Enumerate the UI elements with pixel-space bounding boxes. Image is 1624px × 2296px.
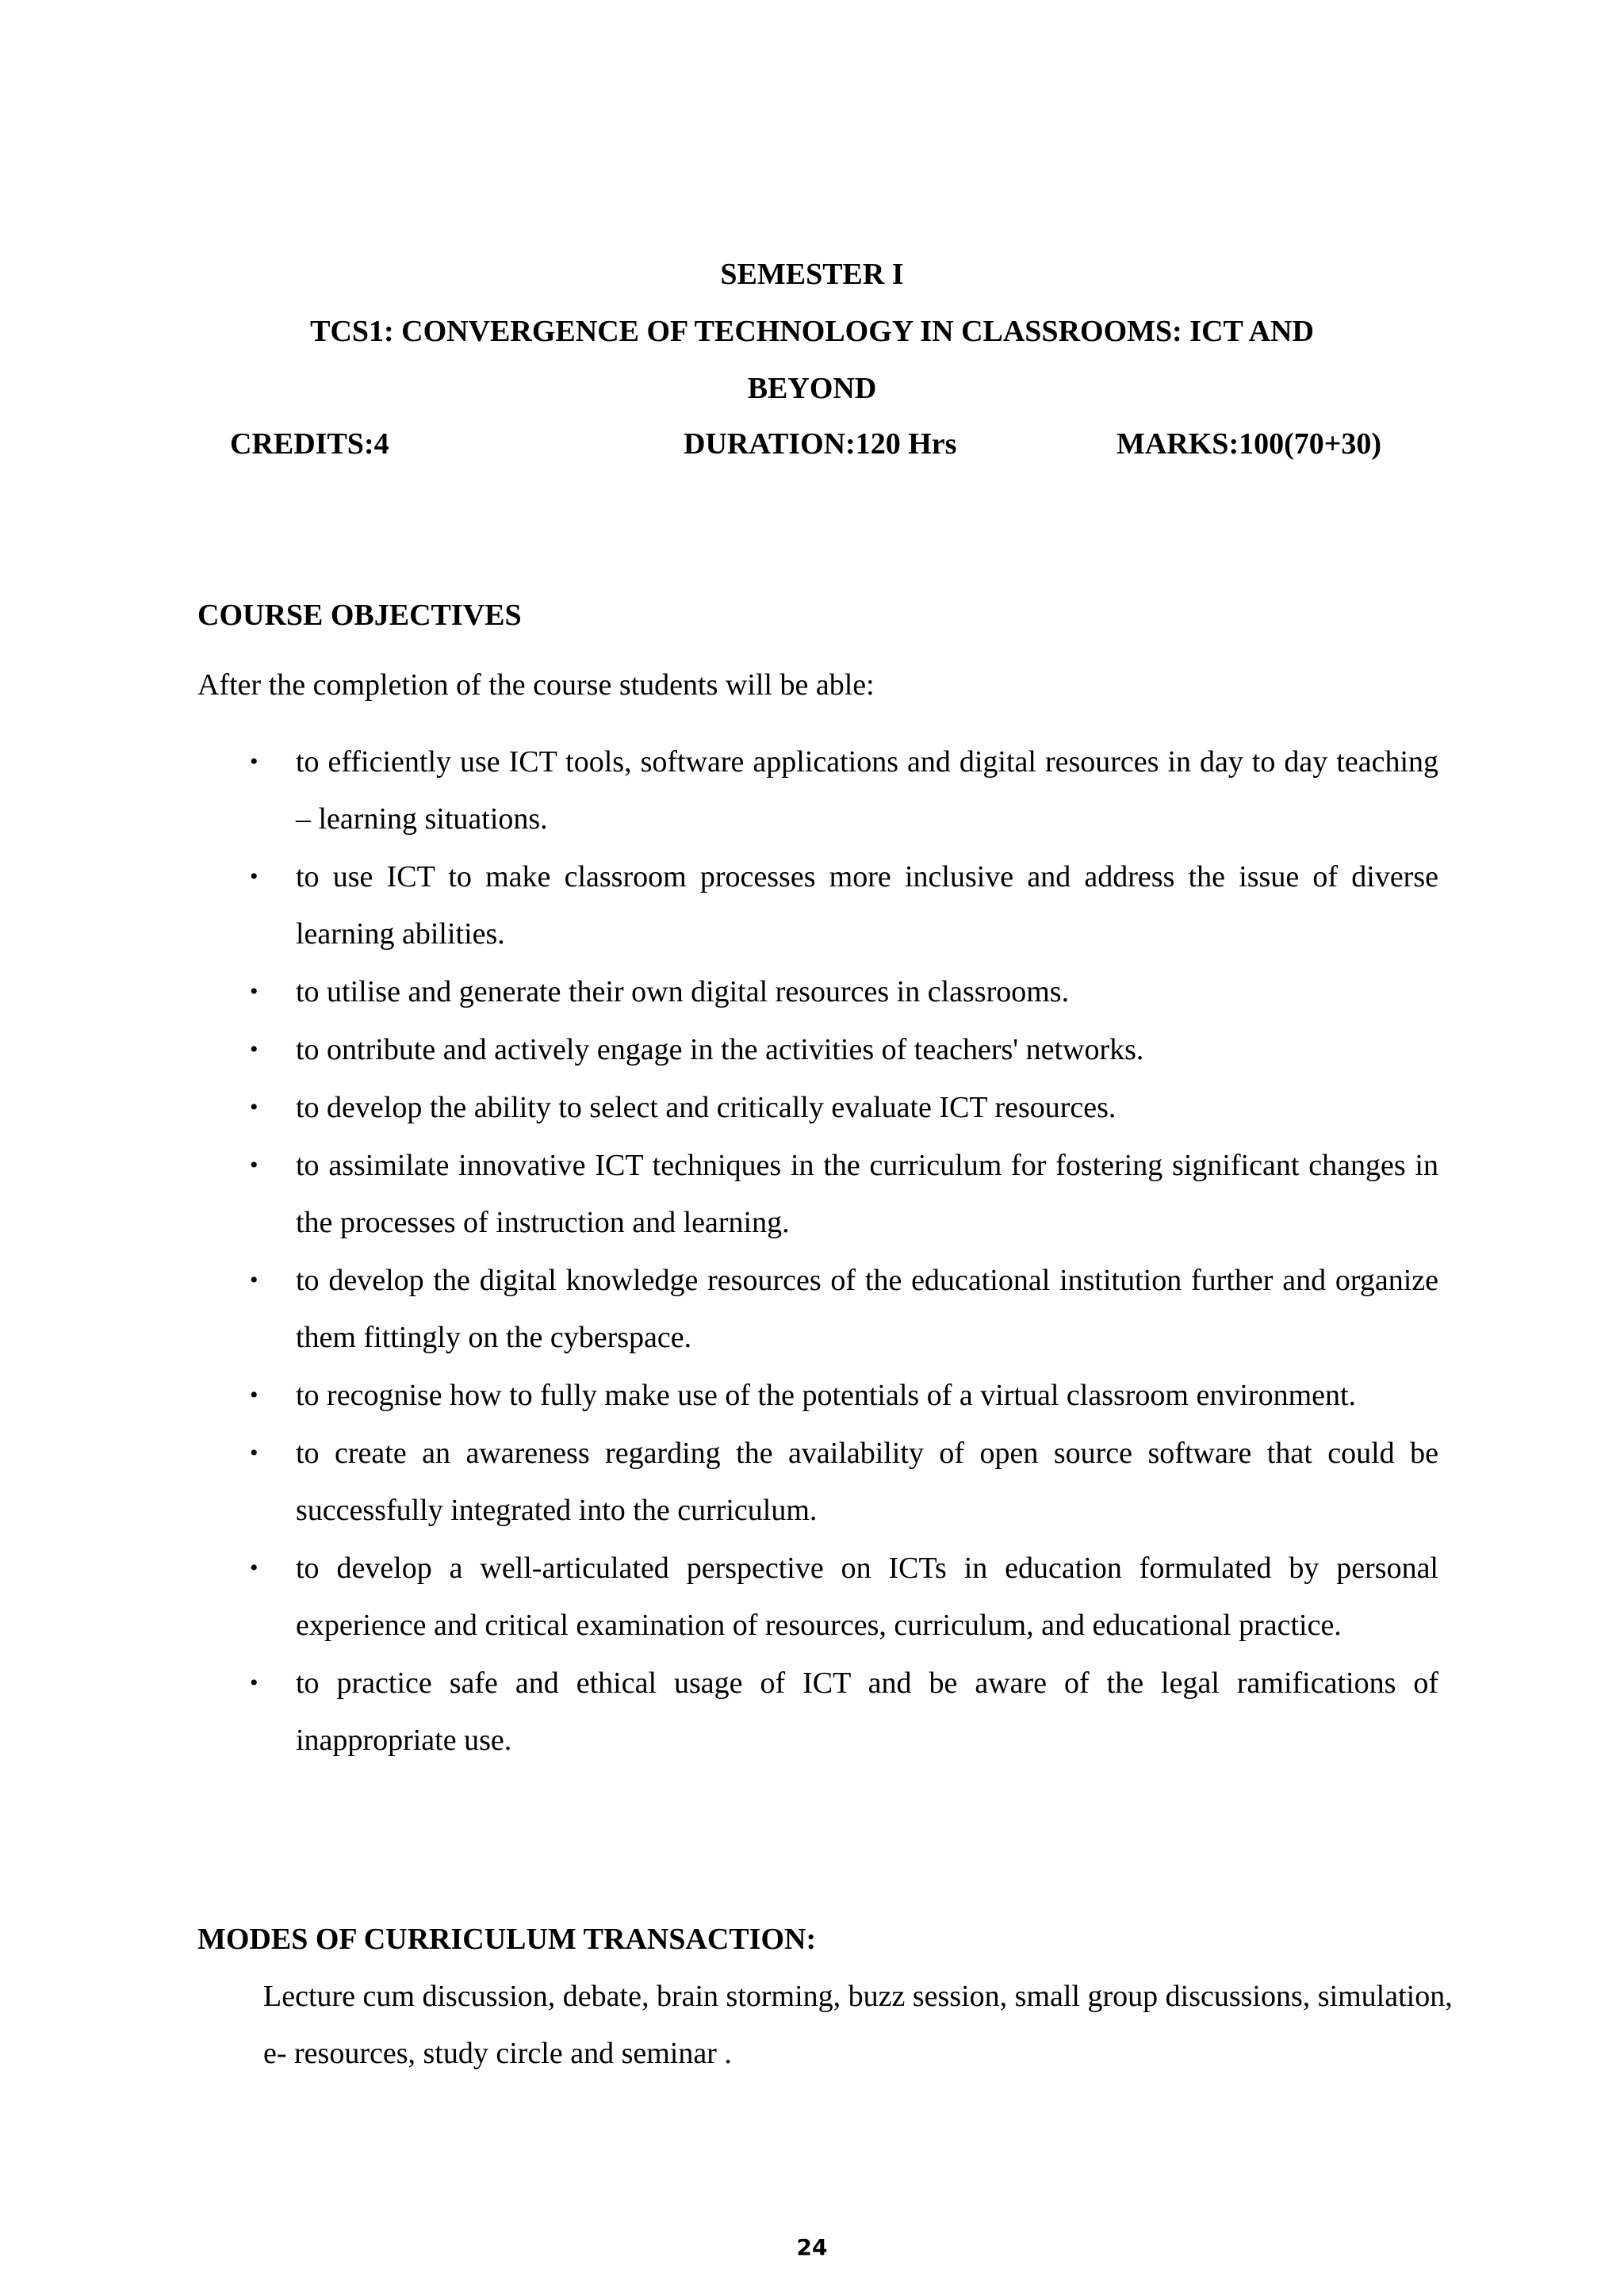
objective-text: to develop a well-articulated perspective on ICTs in education formulated by personal experience and critical examination of resources, curriculum, and educational practice.	[296, 1552, 1438, 1642]
objectives-intro: After the completion of the course students will be able:	[197, 668, 875, 702]
bullet-icon: •	[250, 1267, 259, 1293]
objectives-list	[197, 733, 1438, 1770]
bullet-icon: •	[250, 1152, 259, 1178]
objective-text: to assimilate innovative ICT techniques in the curriculum for fostering significant changes in the processes of instruction and learning.	[296, 1149, 1438, 1239]
objective-item	[197, 1079, 1438, 1136]
objective-text: to use ICT to make classroom processes more inclusive and address the issue of diverse learning abilities.	[296, 860, 1438, 951]
modes-text: Lecture cum discussion, debate, brain storming, buzz session, small group discussions, simulation, e- resources, study circle and seminar .	[263, 1980, 1453, 2070]
objective-item	[197, 733, 1438, 848]
objective-item	[197, 1425, 1438, 1539]
objective-item	[197, 1021, 1438, 1078]
objective-text: to utilise and generate their own digital resources in classrooms.	[296, 975, 1070, 1008]
bullet-icon: •	[250, 1555, 259, 1581]
bullet-icon: •	[250, 1094, 259, 1120]
course-title-line-2: BEYOND	[747, 372, 877, 405]
objective-text: to develop the ability to select and critically evaluate ICT resources.	[296, 1091, 1116, 1124]
bullet-icon: •	[250, 978, 259, 1004]
objective-text: to recognise how to fully make use of the potentials of a virtual classroom environment.	[296, 1379, 1357, 1412]
objective-item	[197, 1655, 1438, 1769]
objective-item	[197, 1137, 1438, 1251]
semester-title: SEMESTER I	[720, 258, 904, 291]
credits-label: CREDITS:4	[230, 427, 389, 461]
objective-text: to efficiently use ICT tools, software applications and digital resources in day to day teaching – learning situations.	[296, 745, 1438, 836]
duration-label: DURATION:120 Hrs	[684, 427, 957, 461]
bullet-icon: •	[250, 1382, 259, 1408]
bullet-icon: •	[250, 1670, 259, 1696]
objective-item	[197, 848, 1438, 962]
bullet-icon: •	[250, 1036, 259, 1062]
objective-text: to create an awareness regarding the availability of open source software that could be successfully integrated into the curriculum.	[296, 1437, 1438, 1527]
course-objectives-heading: COURSE OBJECTIVES	[197, 599, 522, 632]
objective-text: to ontribute and actively engage in the activities of teachers' networks.	[296, 1033, 1144, 1066]
objective-item	[197, 963, 1438, 1020]
bullet-icon: •	[250, 1440, 259, 1466]
modes-heading: MODES OF CURRICULUM TRANSACTION:	[197, 1923, 817, 1956]
objective-item	[197, 1367, 1438, 1424]
objective-text: to practice safe and ethical usage of ICT and be aware of the legal ramifications of inappropriate use.	[296, 1667, 1438, 1757]
objective-item	[197, 1540, 1438, 1654]
marks-label: MARKS:100(70+30)	[1116, 427, 1382, 461]
bullet-icon: •	[250, 863, 259, 890]
page-number: 24	[796, 2234, 828, 2260]
bullet-icon: •	[250, 748, 259, 775]
objective-text: to develop the digital knowledge resources of the educational institution further and organize them fittingly on the cyberspace.	[296, 1264, 1438, 1354]
course-title-line-1: TCS1: CONVERGENCE OF TECHNOLOGY IN CLASSROOMS: ICT AND	[310, 315, 1314, 348]
objective-item	[197, 1252, 1438, 1366]
